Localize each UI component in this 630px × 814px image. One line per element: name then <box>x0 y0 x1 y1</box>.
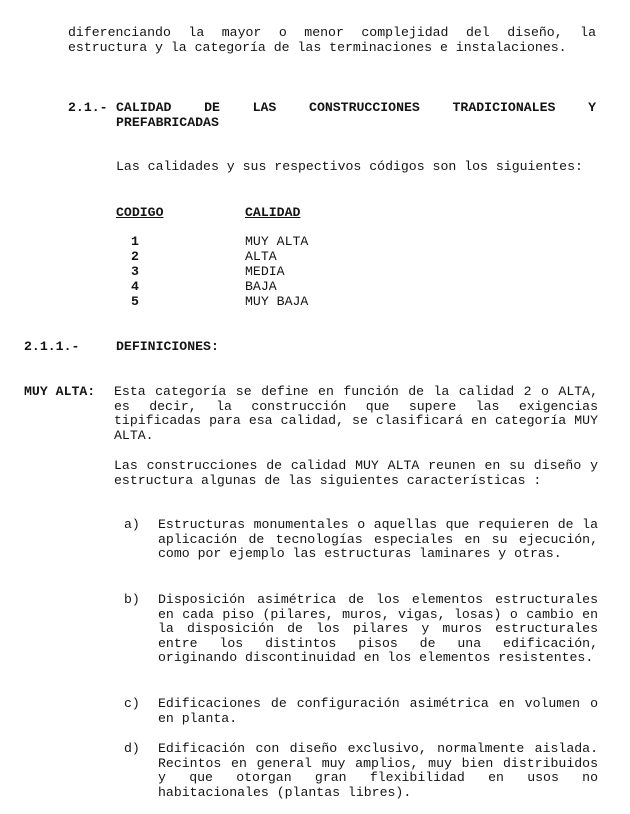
table-row-code: 1 <box>131 234 139 249</box>
muy-alta-definition: Esta categoría se define en función de la calidad 2 o ALTA, es decir, la construcción que supere las exigencias tipificadas para esa calidad, se clasificará en categoría MUY ALTA. <box>114 384 598 443</box>
table-row-code: 3 <box>131 264 139 279</box>
muy-alta-characteristics-intro: Las construcciones de calidad MUY ALTA reunen en su diseño y estructura algunas de las siguientes características : <box>114 458 598 488</box>
table-row-quality: BAJA <box>245 279 277 294</box>
table-row-code: 5 <box>131 294 139 309</box>
list-item: Edificaciones de configuración asimétrica en volumen o en planta. <box>158 696 598 726</box>
table-row-quality: ALTA <box>245 249 277 264</box>
section-2-1-1-number: 2.1.1.- <box>24 339 80 354</box>
list-item-marker: b) <box>124 592 140 607</box>
section-2-1-1-title: DEFINICIONES: <box>116 339 219 354</box>
list-item-marker: c) <box>124 696 140 711</box>
table-header-quality: CALIDAD <box>245 205 301 220</box>
list-item: Edificación con diseño exclusivo, normalmente aislada. Recintos en general muy amplios, muy bien distribuidos y que otorgan gran flexibilidad en usos no habitacionales (plantas libres). <box>158 741 598 800</box>
intro-paragraph: diferenciando la mayor o menor complejidad del diseño, la estructura y la categoría de las terminaciones e instalaciones. <box>68 25 596 55</box>
list-item: Estructuras monumentales o aquellas que requieren de la aplicación de tecnologías especiales en su ejecución, como por ejemplo las estructuras laminares y otras. <box>158 517 598 562</box>
list-item: Disposición asimétrica de los elementos estructurales en cada piso (pilares, muros, vigas, losas) o cambio en la disposición de los pilares y muros estructurales entre los distintos pisos de una edificación, originando discontinuidad en los elementos resistentes. <box>158 592 598 666</box>
qualities-intro: Las calidades y sus respectivos códigos son los siguientes: <box>116 159 583 174</box>
table-row-quality: MUY ALTA <box>245 234 309 249</box>
section-2-1-title-line1: CALIDAD DE LAS CONSTRUCCIONES TRADICIONALES Y <box>116 100 596 115</box>
table-row-quality: MEDIA <box>245 264 285 279</box>
section-2-1-number: 2.1.- <box>68 100 108 115</box>
table-row-code: 2 <box>131 249 139 264</box>
muy-alta-label: MUY ALTA: <box>24 384 96 399</box>
list-item-marker: d) <box>124 741 140 756</box>
table-header-code: CODIGO <box>116 205 164 220</box>
table-row-quality: MUY BAJA <box>245 294 309 309</box>
list-item-marker: a) <box>124 517 140 532</box>
section-2-1-title-line2: PREFABRICADAS <box>116 115 219 130</box>
table-row-code: 4 <box>131 279 139 294</box>
